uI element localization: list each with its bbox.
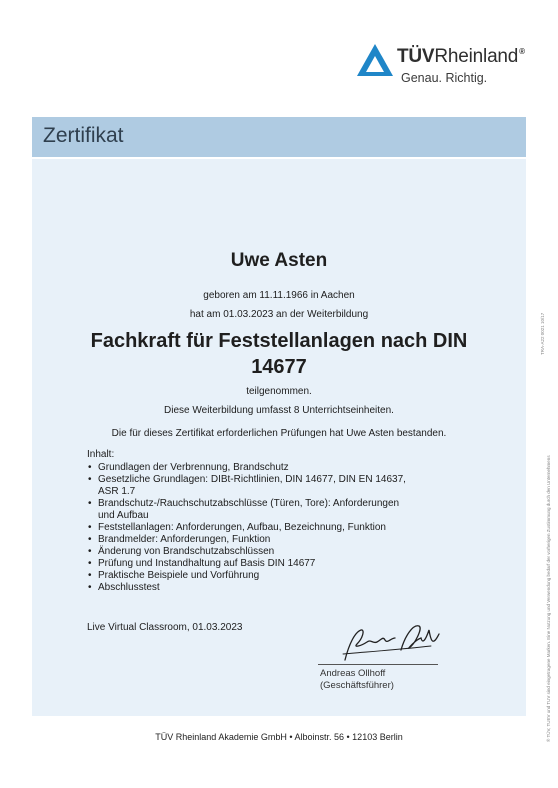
registered-mark: ® (519, 47, 525, 56)
list-item: • Abschlusstest (87, 582, 417, 594)
logo-slogan: Genau. Richtig. (401, 71, 488, 85)
list-item: • Gesetzliche Grundlagen: DIBt-Richtlinien, DIN 14677, DIN EN 14637, ASR 1.7 (87, 474, 417, 498)
list-item: • Brandmelder: Anforderungen, Funktion (87, 534, 417, 546)
signature-line (318, 664, 438, 665)
course-title-line-2: 14677 (251, 356, 307, 378)
course-content (87, 449, 417, 594)
list-item: • Änderung von Brandschutzabschlüssen (87, 546, 417, 558)
attendance-info: hat am 01.03.2023 an der Weiterbildung (189, 309, 369, 320)
brand-tuv: TÜV (397, 46, 435, 67)
brand-rheinland: Rheinland (434, 46, 519, 67)
handwritten-signature (335, 616, 445, 668)
participated-text: teilgenommen. (246, 386, 312, 397)
signer-role: (Geschäftsführer) (320, 680, 394, 691)
title-band (32, 117, 526, 157)
scope-text: Diese Weiterbildung umfasst 8 Unterrichtseinheiten. (164, 405, 394, 416)
footer-address: TÜV Rheinland Akademie GmbH • Alboinstr. 56 • 12103 Berlin (155, 732, 403, 742)
signer-block (320, 668, 394, 692)
recipient-name: Uwe Asten (230, 250, 328, 271)
tuv-rheinland-logo (355, 42, 535, 92)
certificate-title: Zertifikat (43, 124, 124, 147)
course-title-line-1: Fachkraft für Feststellanlagen nach DIN (90, 330, 468, 352)
course-title (32, 328, 526, 380)
triangle-logo-icon (355, 42, 395, 82)
place-date: Live Virtual Classroom, 01.03.2023 (87, 622, 243, 633)
content-list (87, 462, 417, 594)
birth-info: geboren am 11.11.1966 in Aachen (203, 290, 355, 301)
signer-name: Andreas Ollhoff (320, 668, 386, 679)
content-intro: Inhalt: (87, 449, 115, 460)
legal-notice: ® TÜV, TUEV und TUV sind eingetragene Marken. Eine Nutzung und Verwendung bedarf der vorherigen Zustimmung durch den Unternehmens (546, 455, 551, 742)
list-item: • Prüfung und Instandhaltung auf Basis DIN 14677 (87, 558, 417, 570)
list-item: • Brandschutz-/Rauchschutzabschlüsse (Türen, Tore): Anforderungen und Aufbau (87, 498, 417, 522)
exam-statement: Die für dieses Zertifikat erforderlichen Prüfungen hat Uwe Asten bestanden. (111, 428, 447, 439)
list-item: • Praktische Beispiele und Vorführung (87, 570, 417, 582)
list-item: • Feststellanlagen: Anforderungen, Aufbau, Bezeichnung, Funktion (87, 522, 417, 534)
list-item: • Grundlagen der Verbrennung, Brandschutz (87, 462, 417, 474)
form-code: TRA-A22 0021 10/17 (540, 312, 545, 355)
